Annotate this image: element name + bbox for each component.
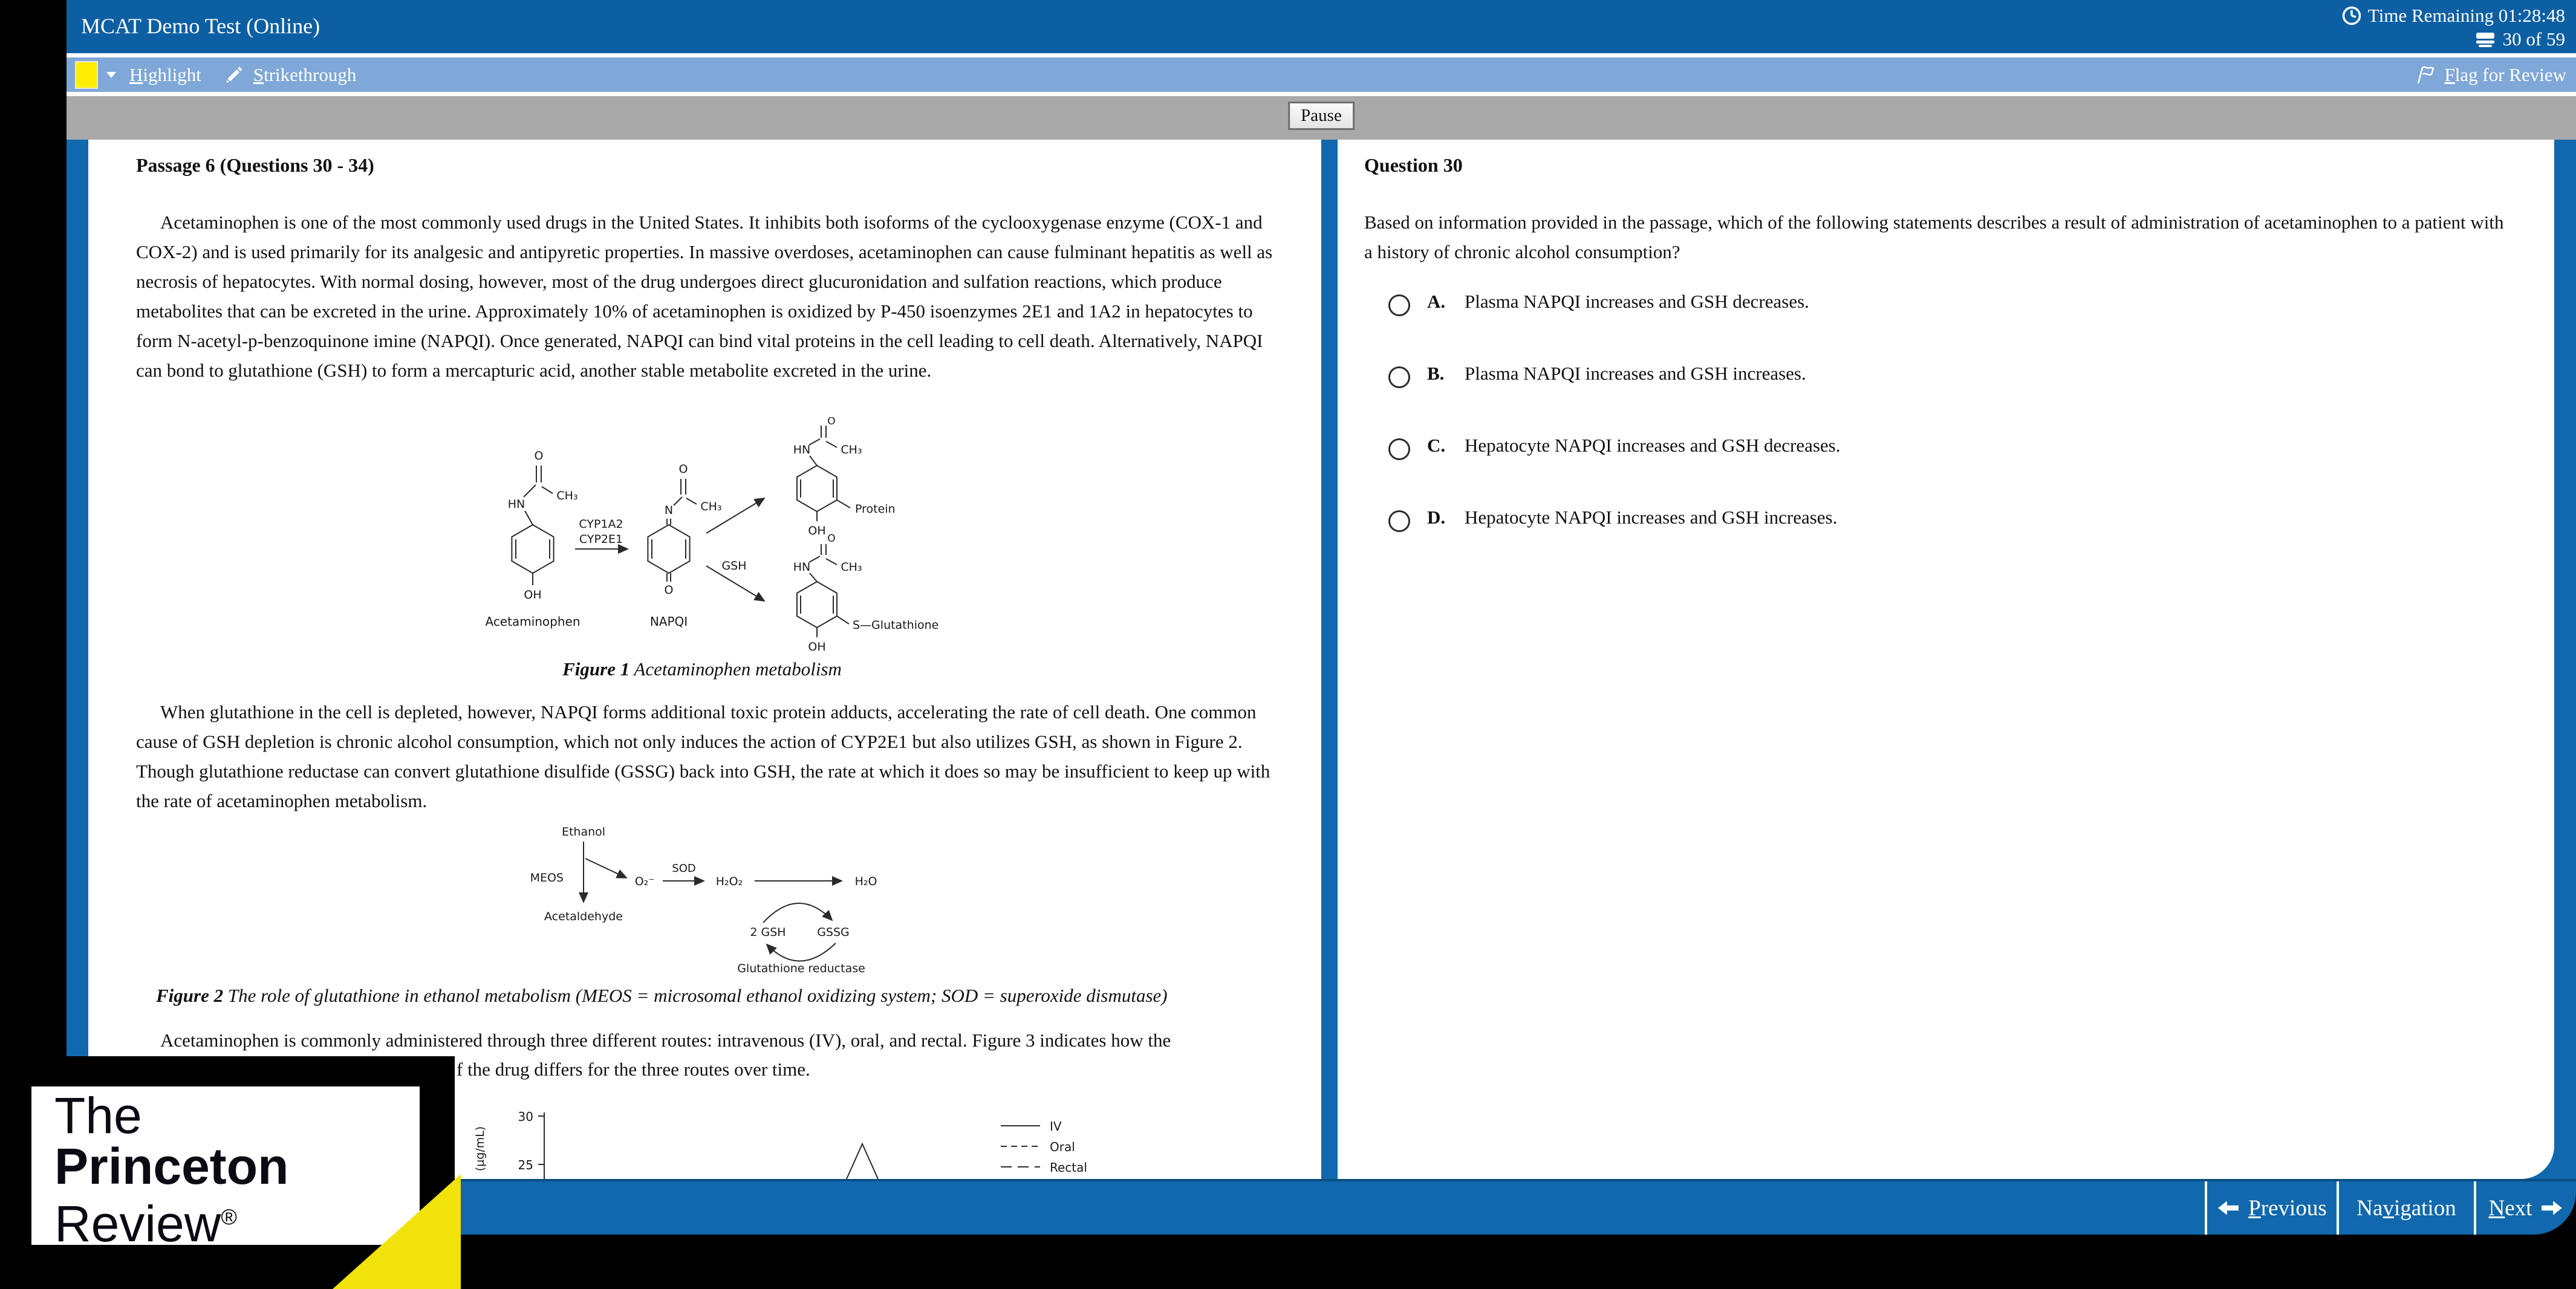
- svg-text:S—Glutathione: S—Glutathione: [853, 619, 939, 632]
- separator-line: [67, 92, 2576, 96]
- next-button[interactable]: Next: [2474, 1181, 2576, 1235]
- svg-text:H₂O: H₂O: [854, 875, 877, 888]
- answer-option-a[interactable]: A. Plasma NAPQI increases and GSH decreases.: [1338, 291, 2487, 327]
- svg-text:Acetaldehyde: Acetaldehyde: [544, 910, 623, 923]
- passage-panel[interactable]: [88, 140, 1321, 1179]
- svg-text:O: O: [534, 449, 544, 463]
- passage-paragraph-3-line1: Acetaminophen is commonly administered through three different routes: intravenous (IV), oral, and rectal. Figure 3 indicates how the: [160, 1030, 1171, 1051]
- svg-text:GSH: GSH: [721, 559, 747, 573]
- svg-text:CYP1A2: CYP1A2: [579, 518, 623, 531]
- logo-text: The Princeton Review®: [31, 1086, 420, 1245]
- svg-text:25: 25: [518, 1158, 533, 1172]
- svg-text:O: O: [827, 417, 836, 427]
- passage-paragraph-3-line2: f the drug differs for the three routes over time.: [457, 1059, 810, 1080]
- svg-text:HN: HN: [793, 560, 811, 574]
- svg-text:NAPQI: NAPQI: [649, 614, 688, 629]
- radio-option-b[interactable]: [1388, 366, 1410, 388]
- content-area: [67, 140, 2576, 1179]
- flag-for-review-button[interactable]: Flag for Review: [2444, 63, 2566, 85]
- question-progress: 30 of 59: [2502, 28, 2565, 50]
- figure3-plasma-concentration-chart: [447, 1088, 1179, 1179]
- svg-text:HN: HN: [507, 498, 525, 511]
- question-text: Based on information provided in the passage, which of the following statements describes a result of administration of acetaminophen to a patient with a history of chronic alcohol consumption?: [1364, 212, 2504, 262]
- previous-button[interactable]: Previous: [2205, 1181, 2337, 1235]
- svg-text:Ethanol: Ethanol: [561, 825, 606, 839]
- question-heading: Question 30: [1364, 154, 1463, 176]
- svg-text:SOD: SOD: [672, 862, 696, 875]
- figure2-ethanol-metabolism: [526, 821, 943, 984]
- svg-text:O: O: [664, 583, 674, 597]
- svg-text:HN: HN: [793, 443, 811, 456]
- svg-text:IV: IV: [1050, 1119, 1062, 1134]
- svg-text:Rectal: Rectal: [1050, 1160, 1087, 1175]
- answer-option-d[interactable]: D. Hepatocyte NAPQI increases and GSH increases.: [1338, 507, 2487, 543]
- svg-text:O: O: [678, 463, 688, 476]
- figure1-caption: Figure 1 Acetaminophen metabolism: [562, 658, 842, 680]
- svg-text:(µg/mL): (µg/mL): [473, 1126, 487, 1172]
- pause-strip: [67, 96, 2576, 140]
- passage-paragraph-1: Acetaminophen is one of the most commonly used drugs in the United States. It inhibits both isoforms of the cyclooxygenase enzyme (COX-1 and COX-2) and is used primarily for its analgesic and antipyretic properties. In massive overdoses, acetaminophen can cause fulminant hepatitis as well as necrosis of hepatocytes. With normal dosing, however, most of the drug undergoes direct glucuronidation and sulfation reactions, which produce metabolites that can be excreted in the urine. Approximately 10% of acetaminophen is oxidized by P-450 isoenzymes 2E1 and 1A2 in hepatocytes to form N-acetyl-p-benzoquinone imine (NAPQI). Once generated, NAPQI can bind vital proteins in the cell leading to cell death. Alternatively, NAPQI can bond to glutathione (GSH) to form a mercapturic acid, another stable metabolite excreted in the urine.: [136, 212, 1273, 381]
- svg-text:O: O: [827, 533, 836, 545]
- highlight-button[interactable]: Highlight: [129, 63, 201, 85]
- chevron-down-icon[interactable]: [106, 72, 116, 78]
- strikethrough-button[interactable]: Strikethrough: [253, 63, 357, 85]
- pencil-icon: [223, 64, 245, 86]
- question-panel: [1338, 140, 2554, 1179]
- radio-option-c[interactable]: [1388, 438, 1410, 460]
- svg-text:CYP2E1: CYP2E1: [579, 533, 623, 546]
- figure1-acetaminophen-metabolism: [475, 417, 953, 656]
- svg-text:2 GSH: 2 GSH: [750, 926, 786, 939]
- svg-text:30: 30: [518, 1109, 533, 1124]
- passage-heading: Passage 6 (Questions 30 - 34): [136, 154, 374, 176]
- radio-option-d[interactable]: [1388, 510, 1410, 532]
- svg-text:Protein: Protein: [855, 502, 896, 516]
- time-remaining: Time Remaining 01:28:48: [2367, 4, 2565, 26]
- arrow-left-icon: [2217, 1198, 2240, 1218]
- page-title: MCAT Demo Test (Online): [81, 14, 320, 38]
- svg-text:OH: OH: [808, 524, 826, 537]
- flag-icon: [2413, 64, 2438, 86]
- answer-option-c[interactable]: C. Hepatocyte NAPQI increases and GSH decreases.: [1338, 435, 2487, 471]
- radio-option-a[interactable]: [1388, 294, 1410, 316]
- navigation-button[interactable]: Navigation: [2337, 1181, 2474, 1235]
- answer-option-b[interactable]: B. Plasma NAPQI increases and GSH increases.: [1338, 363, 2487, 399]
- highlight-color-chip[interactable]: [75, 61, 98, 89]
- svg-text:MEOS: MEOS: [530, 871, 564, 885]
- svg-text:Acetaminophen: Acetaminophen: [485, 614, 581, 629]
- svg-text:OH: OH: [808, 640, 826, 654]
- separator-line: [67, 53, 2576, 57]
- svg-text:GSSG: GSSG: [817, 926, 850, 939]
- svg-text:CH₃: CH₃: [841, 443, 862, 456]
- svg-text:Glutathione reductase: Glutathione reductase: [737, 962, 865, 975]
- svg-text:CH₃: CH₃: [700, 500, 722, 513]
- svg-text:Oral: Oral: [1050, 1140, 1075, 1154]
- svg-text:CH₃: CH₃: [841, 560, 862, 574]
- pause-button[interactable]: Pause: [1288, 102, 1355, 130]
- clock-icon: [2341, 5, 2362, 26]
- svg-text:CH₃: CH₃: [556, 489, 578, 502]
- svg-text:O₂⁻: O₂⁻: [634, 875, 655, 888]
- svg-text:OH: OH: [524, 588, 542, 602]
- title-bar: [67, 0, 2576, 53]
- figure2-caption: Figure 2 The role of glutathione in ethanol metabolism (MEOS = microsomal ethanol oxidizing system; SOD = superoxide dismutase): [156, 985, 1168, 1006]
- question-counter-icon: [2474, 30, 2497, 48]
- annotation-toolbar: [67, 57, 2576, 92]
- svg-text:N: N: [664, 504, 674, 517]
- svg-text:H₂O₂: H₂O₂: [715, 875, 743, 888]
- arrow-right-icon: [2540, 1198, 2563, 1218]
- passage-paragraph-2: When glutathione in the cell is depleted, however, NAPQI forms additional toxic protein adducts, accelerating the rate of cell death. One common cause of GSH depletion is chronic alcohol consumption, which not only induces the action of CYP2E1 but also utilizes GSH, as shown in Figure 2. Though glutathione reductase can convert glutathione disulfide (GSSG) back into GSH, the rate at which it does so may be insufficient to keep up with the rate of acetaminophen metabolism.: [136, 701, 1270, 811]
